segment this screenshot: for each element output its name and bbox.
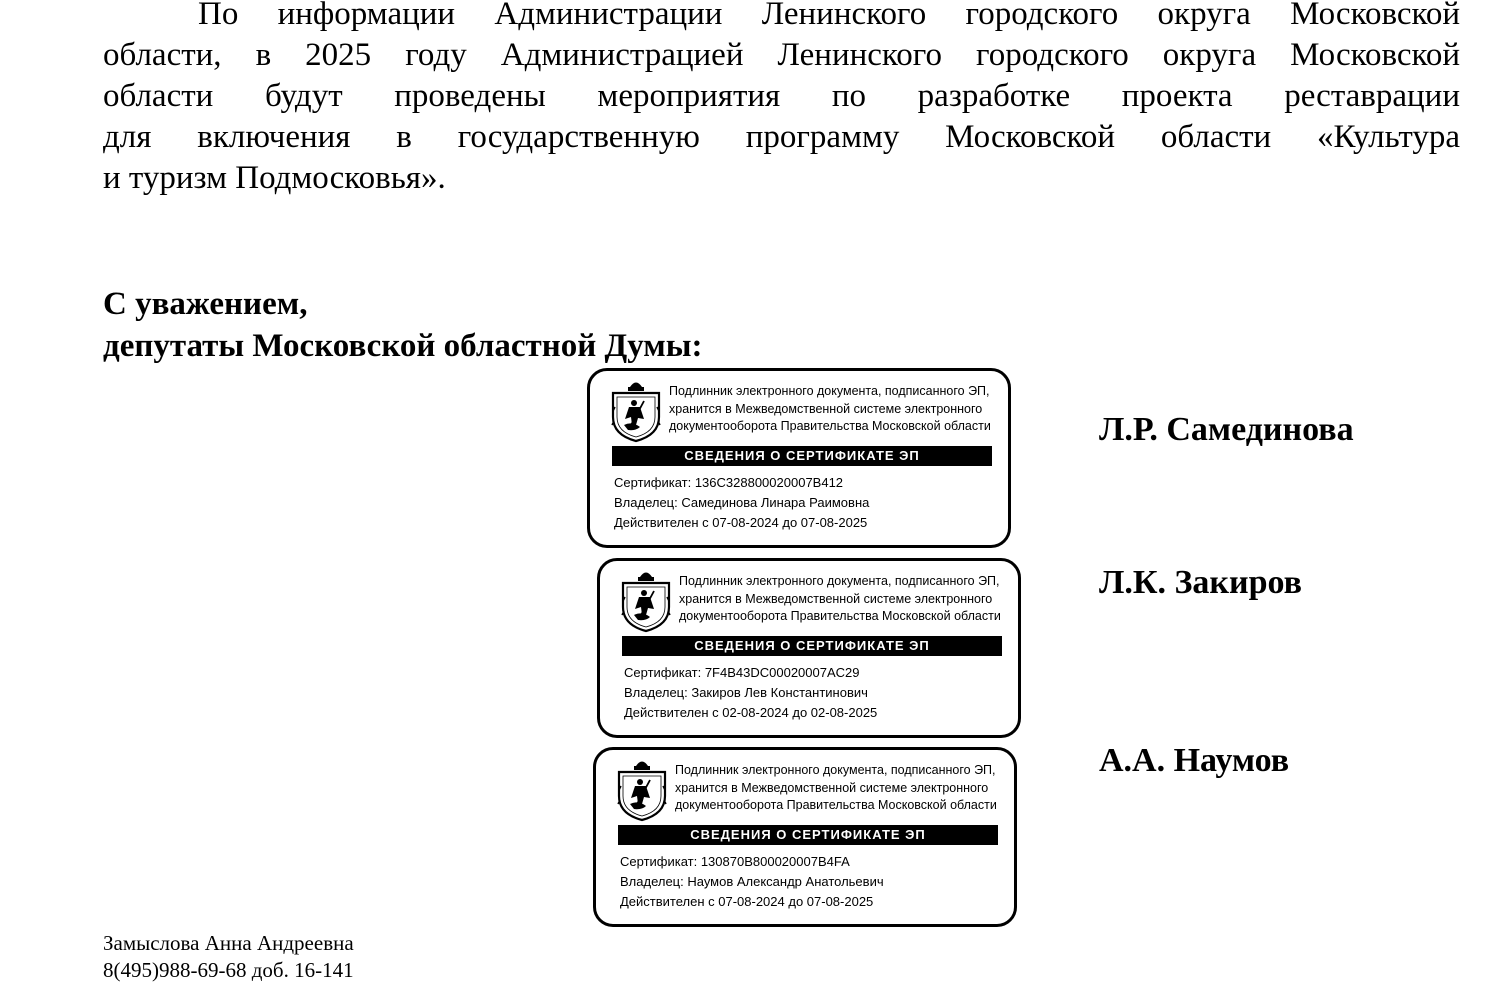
notice-line: хранится в Межведомственной системе электронного [669, 401, 983, 416]
notice-line: хранится в Межведомственной системе электронного [679, 591, 993, 606]
body-line: для включения в государственную программу Московской области «Культура [103, 119, 1460, 155]
e-signature-stamp [593, 747, 1017, 927]
certificate-validity: Действителен с 07-08-2024 до 07-08-2025 [614, 515, 868, 530]
signatory-name: Л.К. Закиров [1099, 564, 1303, 601]
certificate-owner: Владелец: Самединова Линара Раимовна [614, 495, 870, 510]
moscow-oblast-emblem-icon [610, 377, 662, 443]
moscow-oblast-emblem-icon [620, 567, 672, 633]
e-signature-stamp [587, 368, 1011, 548]
certificate-heading: СВЕДЕНИЯ О СЕРТИФИКАТЕ ЭП [612, 446, 992, 466]
notice-line: Подлинник электронного документа, подписанного ЭП, [679, 574, 1000, 588]
certificate-details [620, 852, 884, 912]
body-line: области будут проведены мероприятия по разработке проекта реставрации [103, 78, 1460, 114]
notice-line: Подлинник электронного документа, подписанного ЭП, [669, 384, 990, 398]
certificate-heading: СВЕДЕНИЯ О СЕРТИФИКАТЕ ЭП [618, 825, 998, 845]
notice-line: Подлинник электронного документа, подписанного ЭП, [675, 763, 996, 777]
e-signature-stamp [597, 558, 1021, 738]
certificate-validity: Действителен с 07-08-2024 до 07-08-2025 [620, 894, 874, 909]
closing-greeting: С уважением, [103, 286, 308, 322]
contact-name: Замыслова Анна Андреевна [103, 931, 354, 955]
notice-line: документооборота Правительства Московской области [679, 609, 1001, 623]
notice-line: хранится в Межведомственной системе электронного [675, 780, 989, 795]
body-line: области, в 2025 году Администрацией Ленинского городского округа Московской [103, 37, 1460, 73]
body-line: и туризм Подмосковья». [103, 160, 446, 196]
stamp-notice [669, 383, 1009, 436]
closing-signatories: депутаты Московской областной Думы: [103, 328, 703, 364]
body-line: По информации Администрации Ленинского городского округа Московской [198, 0, 1460, 32]
certificate-owner: Владелец: Наумов Александр Анатольевич [620, 874, 884, 889]
moscow-oblast-emblem-icon [616, 756, 668, 822]
notice-line: документооборота Правительства Московской области [669, 419, 991, 433]
stamp-notice [679, 573, 1019, 626]
certificate-validity: Действителен с 02-08-2024 до 02-08-2025 [624, 705, 878, 720]
certificate-details [624, 663, 877, 723]
certificate-details [614, 473, 869, 533]
contact-phone: 8(495)988-69-68 доб. 16-141 [103, 958, 354, 982]
certificate-heading: СВЕДЕНИЯ О СЕРТИФИКАТЕ ЭП [622, 636, 1002, 656]
signatory-name: А.А. Наумов [1099, 742, 1290, 779]
stamp-notice [675, 762, 1015, 815]
letter-body [103, 0, 1460, 199]
closing-block [103, 283, 703, 367]
signatory-name: Л.Р. Самединова [1099, 411, 1354, 448]
contact-block [103, 930, 354, 984]
certificate-number: Сертификат: 136C328800020007B412 [614, 475, 844, 490]
notice-line: документооборота Правительства Московской области [675, 798, 997, 812]
certificate-owner: Владелец: Закиров Лев Константинович [624, 685, 868, 700]
certificate-number: Сертификат: 130870B800020007B4FA [620, 854, 850, 869]
certificate-number: Сертификат: 7F4B43DC00020007AC29 [624, 665, 860, 680]
